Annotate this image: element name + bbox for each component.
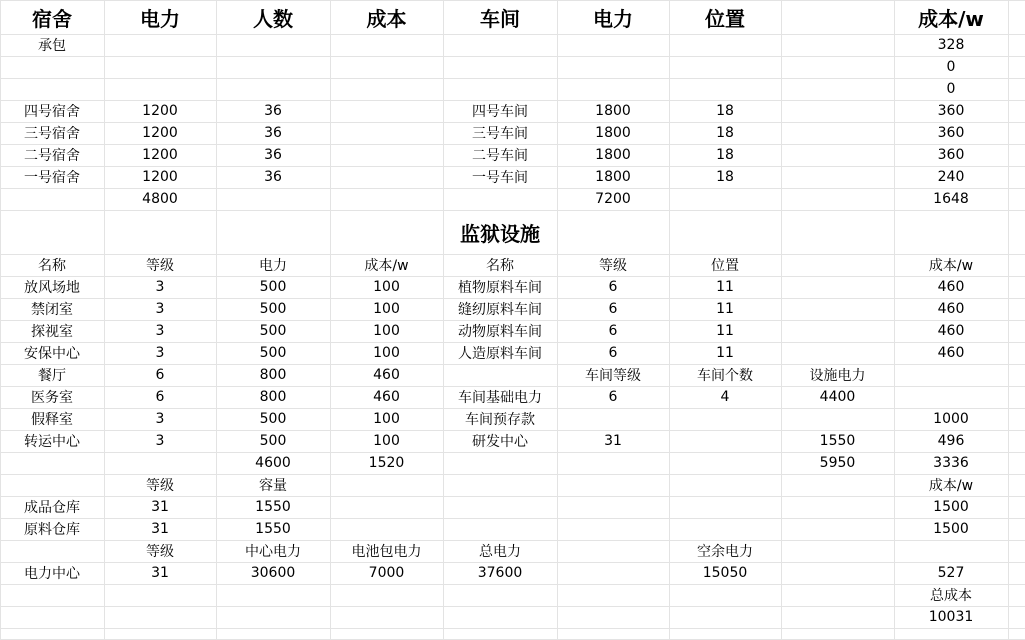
sheet-cell[interactable] [216,628,330,639]
sheet-cell[interactable]: 人造原料车间 [458,346,542,362]
sheet-cell[interactable] [443,628,557,639]
sheet-cell[interactable] [0,78,104,100]
sheet-cell[interactable]: 0 [946,59,956,75]
sheet-cell[interactable] [781,562,894,584]
sheet-cell[interactable] [330,188,443,210]
sheet-cell[interactable]: 3 [155,301,165,317]
sheet-cell[interactable]: 6 [608,279,618,295]
sheet-cell[interactable]: 18 [716,103,734,119]
sheet-cell[interactable]: 460 [937,323,965,339]
sheet-cell[interactable] [330,496,443,518]
sheet-cell[interactable] [557,452,669,474]
sheet-cell[interactable]: 496 [937,433,965,449]
sheet-cell[interactable] [104,584,216,606]
sheet-cell[interactable] [104,56,216,78]
sheet-cell[interactable] [557,518,669,540]
sheet-cell[interactable]: 328 [937,37,965,53]
sheet-cell[interactable] [330,628,443,639]
sheet-cell[interactable] [330,474,443,496]
sheet-cell[interactable]: 总成本 [930,588,972,604]
sheet-cell[interactable]: 一号宿舍 [24,170,80,186]
sheet-cell[interactable]: 一号车间 [472,170,528,186]
sheet-cell[interactable]: 800 [259,367,287,383]
sheet-cell[interactable]: 1550 [255,521,291,537]
sheet-cell[interactable] [894,364,1008,386]
sheet-cell[interactable] [443,364,557,386]
sheet-cell[interactable] [330,210,443,254]
sheet-cell[interactable] [781,78,894,100]
sheet-cell[interactable]: 容量 [259,478,287,494]
sheet-cell[interactable]: 餐厅 [38,368,66,384]
sheet-cell[interactable] [781,34,894,56]
sheet-cell[interactable]: 等级 [599,258,627,274]
sheet-cell[interactable]: 成本/w [364,258,409,274]
sheet-cell[interactable]: 6 [608,345,618,361]
sheet-cell[interactable]: 二号车间 [472,148,528,164]
sheet-cell[interactable]: 三号宿舍 [24,126,80,142]
sheet-cell[interactable]: 800 [259,389,287,405]
sheet-cell[interactable]: 7200 [595,191,631,207]
sheet-cell[interactable] [443,188,557,210]
sheet-cell[interactable] [216,34,330,56]
sheet-cell[interactable]: 1800 [595,125,631,141]
sheet-cell[interactable]: 1800 [595,169,631,185]
sheet-cell[interactable] [557,474,669,496]
sheet-cell[interactable] [0,210,104,254]
sheet-cell[interactable]: 1520 [368,455,405,471]
sheet-cell[interactable]: 18 [716,147,734,163]
sheet-cell[interactable] [781,606,894,628]
sheet-cell[interactable]: 100 [373,279,400,295]
sheet-cell[interactable] [216,56,330,78]
sheet-cell[interactable]: 动物原料车间 [458,324,542,340]
sheet-cell[interactable]: 中心电力 [245,544,301,560]
sheet-cell[interactable]: 6 [155,389,165,405]
sheet-cell[interactable] [557,210,669,254]
sheet-cell[interactable] [104,34,216,56]
sheet-cell[interactable]: 11 [716,345,734,361]
sheet-cell[interactable] [781,100,894,122]
sheet-cell[interactable]: 36 [264,103,282,119]
sheet-cell[interactable]: 5950 [819,455,856,471]
sheet-cell[interactable] [894,210,1008,254]
sheet-cell[interactable]: 7000 [368,565,405,581]
sheet-cell[interactable]: 37600 [477,565,523,581]
sheet-cell[interactable]: 4800 [142,191,178,207]
sheet-cell[interactable] [557,562,669,584]
sheet-cell[interactable]: 空余电力 [697,544,753,560]
sheet-cell[interactable] [0,584,104,606]
sheet-cell[interactable]: 名称 [38,258,66,274]
sheet-cell[interactable] [781,474,894,496]
sheet-cell[interactable]: 240 [937,169,965,185]
sheet-cell[interactable] [0,606,104,628]
sheet-cell[interactable] [557,584,669,606]
sheet-cell[interactable] [669,474,781,496]
sheet-cell[interactable]: 1200 [142,125,178,141]
sheet-cell[interactable] [781,584,894,606]
sheet-cell[interactable]: 等级 [146,258,174,274]
sheet-cell[interactable]: 500 [259,279,287,295]
sheet-cell[interactable]: 10031 [928,609,974,625]
sheet-cell[interactable]: 车间等级 [585,368,641,384]
sheet-cell[interactable]: 31 [151,499,169,515]
sheet-cell[interactable]: 1200 [142,103,178,119]
sheet-cell[interactable]: 探视室 [31,324,73,340]
sheet-cell[interactable]: 三号车间 [472,126,528,142]
sheet-cell[interactable]: 360 [937,147,965,163]
sheet-cell[interactable]: 名称 [486,258,514,274]
sheet-cell[interactable]: 成品仓库 [24,500,80,516]
sheet-cell[interactable] [669,584,781,606]
sheet-cell[interactable] [216,78,330,100]
sheet-cell[interactable] [557,540,669,562]
sheet-cell[interactable] [0,628,104,639]
sheet-cell[interactable] [781,144,894,166]
sheet-cell[interactable]: 6 [608,323,618,339]
sheet-cell[interactable]: 等级 [146,478,174,494]
sheet-cell[interactable] [781,628,894,639]
sheet-cell[interactable] [443,606,557,628]
sheet-cell[interactable]: 1648 [933,191,969,207]
sheet-cell[interactable] [781,166,894,188]
sheet-cell[interactable]: 1500 [933,521,969,537]
sheet-cell[interactable] [104,210,216,254]
sheet-cell[interactable] [0,56,104,78]
sheet-cell[interactable]: 四号车间 [472,104,528,120]
sheet-cell[interactable]: 成本 [366,6,407,31]
sheet-cell[interactable]: 成本/w [928,478,974,494]
sheet-cell[interactable] [443,518,557,540]
sheet-cell[interactable]: 11 [716,279,734,295]
sheet-cell[interactable]: 15050 [702,565,748,581]
sheet-cell[interactable]: 460 [937,279,965,295]
sheet-cell[interactable] [330,166,443,188]
sheet-cell[interactable]: 1000 [933,411,969,427]
sheet-cell[interactable]: 460 [937,345,965,361]
sheet-cell[interactable]: 原料仓库 [24,522,80,538]
sheet-cell[interactable] [0,540,104,562]
sheet-cell[interactable]: 假释室 [31,412,73,428]
sheet-cell[interactable] [669,210,781,254]
sheet-cell[interactable]: 位置 [711,258,739,274]
sheet-cell[interactable]: 车间预存款 [465,412,535,428]
sheet-cell[interactable] [104,606,216,628]
sheet-cell[interactable] [330,144,443,166]
sheet-cell[interactable] [669,56,781,78]
sheet-cell[interactable] [443,452,557,474]
sheet-cell[interactable] [216,188,330,210]
sheet-cell[interactable]: 100 [373,345,400,361]
sheet-cell[interactable]: 车间个数 [697,368,753,384]
sheet-cell[interactable]: 11 [716,323,734,339]
sheet-cell[interactable] [781,540,894,562]
sheet-cell[interactable]: 36 [264,147,282,163]
sheet-cell[interactable]: 500 [259,301,287,317]
sheet-cell[interactable] [557,56,669,78]
sheet-cell[interactable]: 500 [259,323,287,339]
sheet-cell[interactable] [216,210,330,254]
sheet-cell[interactable] [104,628,216,639]
sheet-cell[interactable]: 放风场地 [24,280,80,296]
sheet-cell[interactable]: 1200 [142,147,178,163]
sheet-cell[interactable] [781,496,894,518]
sheet-cell[interactable] [781,276,894,298]
sheet-cell[interactable]: 车间基础电力 [458,390,542,406]
sheet-cell[interactable] [781,210,894,254]
sheet-cell[interactable] [781,56,894,78]
sheet-cell[interactable]: 500 [259,433,287,449]
sheet-cell[interactable]: 车间 [480,6,520,31]
sheet-cell[interactable]: 100 [373,433,400,449]
sheet-cell[interactable]: 植物原料车间 [458,280,542,296]
sheet-cell[interactable] [894,386,1008,408]
sheet-cell[interactable] [443,78,557,100]
sheet-cell[interactable] [557,606,669,628]
sheet-cell[interactable]: 30600 [250,565,296,581]
sheet-cell[interactable]: 100 [373,323,400,339]
sheet-cell[interactable] [669,430,781,452]
sheet-cell[interactable]: 500 [259,345,287,361]
sheet-cell[interactable] [557,78,669,100]
sheet-cell[interactable]: 460 [937,301,965,317]
sheet-cell[interactable]: 成本/w [928,258,974,274]
sheet-cell[interactable]: 100 [373,411,400,427]
sheet-cell[interactable]: 4 [720,389,730,405]
sheet-cell[interactable] [669,408,781,430]
sheet-cell[interactable]: 宿舍 [32,6,72,31]
sheet-cell[interactable] [669,78,781,100]
sheet-cell[interactable] [669,606,781,628]
sheet-cell[interactable]: 360 [937,103,965,119]
sheet-cell[interactable]: 电池包电力 [351,544,422,560]
sheet-cell[interactable] [781,518,894,540]
sheet-cell[interactable]: 18 [716,169,734,185]
sheet-cell[interactable] [443,584,557,606]
sheet-cell[interactable] [669,628,781,639]
sheet-cell[interactable]: 31 [151,521,169,537]
sheet-cell[interactable] [669,34,781,56]
sheet-cell[interactable] [894,540,1008,562]
sheet-cell[interactable] [330,606,443,628]
sheet-cell[interactable] [781,320,894,342]
sheet-cell[interactable] [557,34,669,56]
sheet-cell[interactable] [669,496,781,518]
sheet-cell[interactable]: 1550 [819,433,856,449]
sheet-cell[interactable]: 3 [155,279,165,295]
sheet-cell[interactable]: 4400 [819,389,856,405]
sheet-cell[interactable] [216,606,330,628]
sheet-cell[interactable]: 36 [264,169,282,185]
sheet-cell[interactable]: 18 [716,125,734,141]
sheet-cell[interactable]: 3 [155,411,165,427]
sheet-cell[interactable]: 电力中心 [24,566,80,582]
sheet-cell[interactable]: 缝纫原料车间 [458,302,542,318]
sheet-cell[interactable] [781,188,894,210]
sheet-cell[interactable]: 460 [373,389,400,405]
sheet-cell[interactable]: 3 [155,323,165,339]
sheet-cell[interactable]: 527 [937,565,965,581]
sheet-cell[interactable] [781,0,894,34]
sheet-cell[interactable]: 二号宿舍 [24,148,80,164]
sheet-cell[interactable]: 监狱设施 [460,221,540,246]
sheet-cell[interactable]: 100 [373,301,400,317]
sheet-cell[interactable]: 3 [155,433,165,449]
sheet-cell[interactable]: 31 [604,433,622,449]
sheet-cell[interactable]: 6 [608,301,618,317]
sheet-cell[interactable] [443,34,557,56]
sheet-cell[interactable]: 500 [259,411,287,427]
sheet-cell[interactable] [557,496,669,518]
sheet-cell[interactable]: 1500 [933,499,969,515]
sheet-cell[interactable]: 人数 [253,6,293,31]
sheet-cell[interactable] [443,496,557,518]
sheet-cell[interactable] [330,34,443,56]
sheet-cell[interactable]: 460 [373,367,400,383]
sheet-cell[interactable] [330,122,443,144]
sheet-cell[interactable]: 31 [151,565,169,581]
sheet-cell[interactable]: 4600 [255,455,291,471]
sheet-cell[interactable] [781,342,894,364]
sheet-cell[interactable] [330,518,443,540]
sheet-cell[interactable] [781,122,894,144]
sheet-cell[interactable]: 电力 [140,6,180,31]
sheet-cell[interactable]: 安保中心 [24,346,80,362]
sheet-cell[interactable]: 360 [937,125,965,141]
sheet-cell[interactable] [104,78,216,100]
sheet-cell[interactable] [330,56,443,78]
sheet-cell[interactable]: 1200 [142,169,178,185]
sheet-cell[interactable]: 禁闭室 [31,302,73,318]
sheet-cell[interactable] [104,452,216,474]
sheet-cell[interactable] [0,452,104,474]
sheet-cell[interactable]: 四号宿舍 [24,104,80,120]
sheet-cell[interactable] [330,100,443,122]
sheet-cell[interactable]: 研发中心 [472,434,528,450]
sheet-cell[interactable] [781,298,894,320]
sheet-cell[interactable]: 1800 [595,103,631,119]
sheet-cell[interactable]: 0 [946,81,956,97]
sheet-cell[interactable]: 成本/w [918,6,984,31]
sheet-cell[interactable]: 电力 [593,6,633,31]
sheet-cell[interactable] [781,254,894,276]
sheet-cell[interactable] [557,408,669,430]
sheet-cell[interactable]: 等级 [146,544,174,560]
sheet-cell[interactable]: 3 [155,345,165,361]
sheet-cell[interactable]: 医务室 [31,390,73,406]
sheet-cell[interactable] [0,188,104,210]
sheet-cell[interactable] [669,188,781,210]
sheet-cell[interactable] [894,628,1008,639]
sheet-cell[interactable] [443,474,557,496]
sheet-cell[interactable]: 1550 [255,499,291,515]
sheet-cell[interactable]: 位置 [705,6,745,31]
sheet-cell[interactable]: 设施电力 [809,368,866,384]
sheet-cell[interactable] [781,408,894,430]
sheet-cell[interactable] [669,452,781,474]
sheet-cell[interactable] [443,56,557,78]
sheet-cell[interactable]: 36 [264,125,282,141]
sheet-cell[interactable]: 1800 [595,147,631,163]
sheet-cell[interactable]: 11 [716,301,734,317]
sheet-cell[interactable]: 承包 [38,38,66,54]
sheet-cell[interactable]: 总电力 [479,544,521,560]
sheet-cell[interactable]: 6 [155,367,165,383]
sheet-cell[interactable] [0,474,104,496]
sheet-cell[interactable] [330,78,443,100]
sheet-cell[interactable] [216,584,330,606]
sheet-cell[interactable] [557,628,669,639]
sheet-cell[interactable] [330,584,443,606]
sheet-cell[interactable]: 3336 [933,455,969,471]
sheet-cell[interactable]: 电力 [259,258,287,274]
sheet-cell[interactable] [669,518,781,540]
sheet-cell[interactable]: 转运中心 [24,434,80,450]
sheet-cell[interactable]: 6 [608,389,618,405]
